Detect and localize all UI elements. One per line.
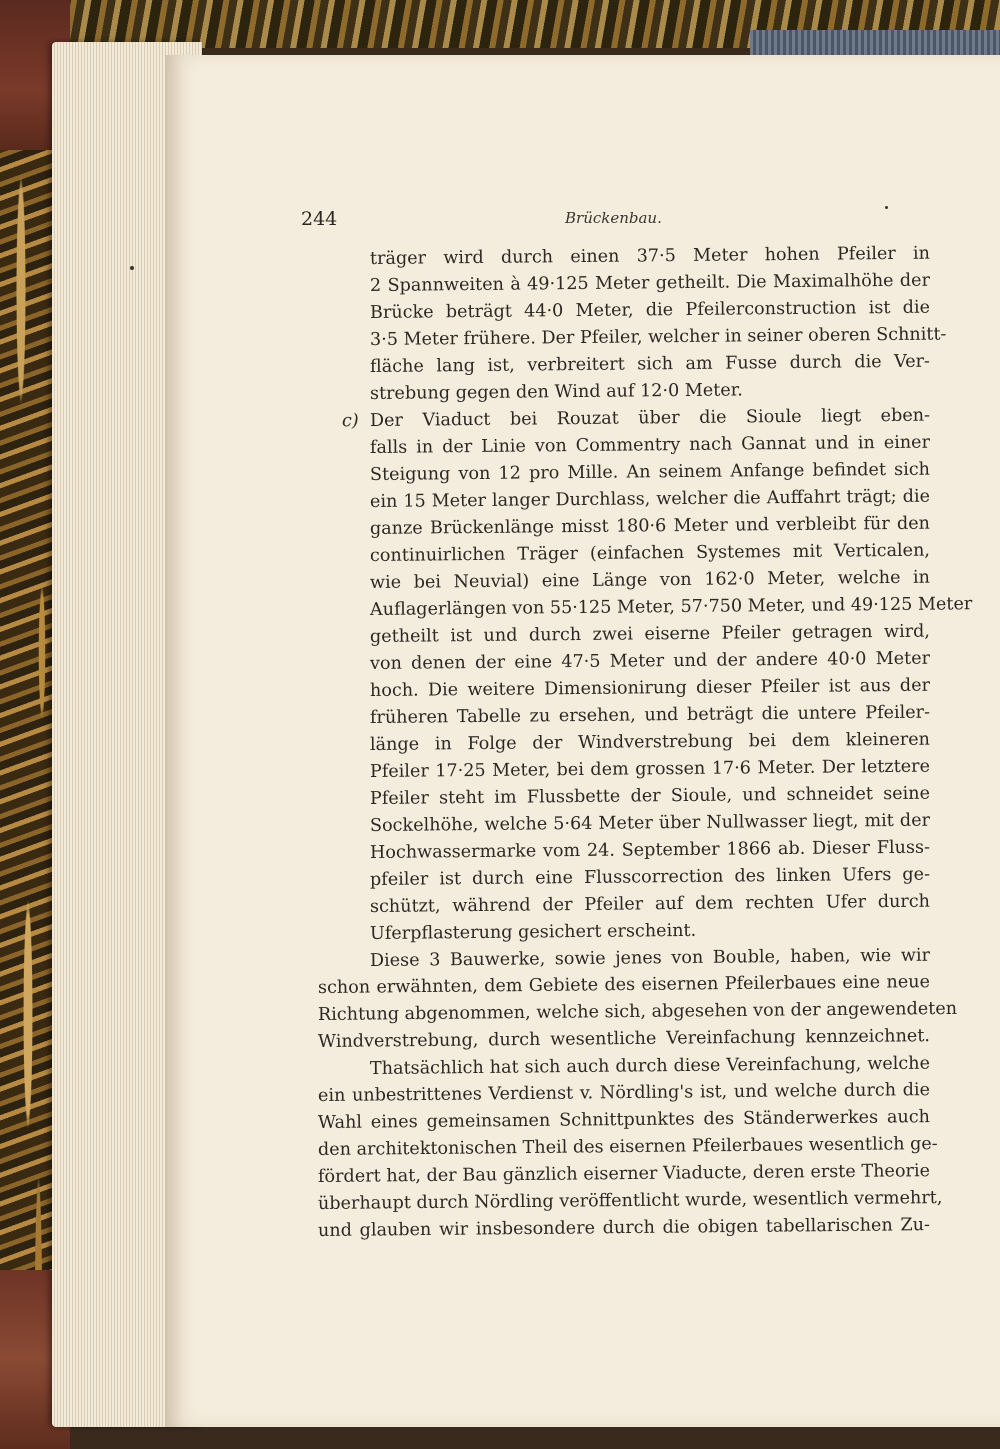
text-line: ganze Brückenlänge misst 180·6 Meter und verbleibt für den (369, 513, 931, 539)
text-line: von denen der eine 47·5 Meter und der andere 40·0 Meter (369, 648, 931, 674)
text-line: getheilt ist und durch zwei eiserne Pfeiler getragen wird, (369, 621, 931, 647)
text-line: länge in Folge der Windverstrebung bei dem kleineren (369, 729, 931, 755)
text-line: falls in der Linie von Commentry nach Gannat und in einer (369, 432, 931, 458)
text-line: Richtung abgenommen, welche sich, abgesehen von der angewendeten (317, 998, 958, 1025)
text-line: schützt, während der Pfeiler auf dem rechten Ufer durch (369, 891, 931, 917)
text-line: strebung gegen den Wind auf 12·0 Meter. (369, 380, 743, 404)
text-line: fördert hat, der Bau gänzlich eiserner Viaducte, deren erste Theorie (317, 1161, 931, 1187)
text-line: Thatsächlich hat sich auch durch diese Vereinfachung, welche (369, 1053, 931, 1079)
body-text (317, 243, 973, 1245)
text-line: 2 Spannweiten à 49·125 Meter getheilt. Die Maximalhöhe der (369, 270, 931, 296)
text-line: Steigung von 12 pro Mille. An seinem Anfange befindet sich (369, 459, 931, 485)
text-line: den architektonischen Theil des eisernen Pfeilerbaues wesentlich ge- (317, 1134, 938, 1160)
text-line: hoch. Die weitere Dimensionirung dieser Pfeiler ist aus der (369, 675, 931, 701)
text-line: überhaupt durch Nördling veröffentlicht wurde, wesentlich vermehrt, (317, 1188, 943, 1214)
enum-label: c) (341, 411, 359, 432)
text-line: Windverstrebung, durch wesentliche Vereinfachung kennzeichnet. (317, 1026, 931, 1052)
text-line: früheren Tabelle zu ersehen, und beträgt die untere Pfeiler- (369, 702, 931, 728)
text-line: Diese 3 Bauwerke, sowie jenes von Bouble, haben, wie wir (369, 945, 931, 971)
text-line: wie bei Neuvial) eine Länge von 162·0 Meter, welche in (369, 567, 931, 593)
running-head: Brückenbau. (565, 209, 662, 227)
page-number: 244 (301, 208, 338, 230)
text-line: Sockelhöhe, welche 5·64 Meter über Nullwasser liegt, mit der (369, 810, 931, 836)
text-line: Uferpflasterung gesichert erscheint. (369, 920, 697, 944)
text-line: Brücke beträgt 44·0 Meter, die Pfeilerconstruction ist die (369, 297, 931, 323)
book-cloth-strip (750, 30, 1000, 55)
text-line: Pfeiler 17·25 Meter, bei dem grossen 17·6 Meter. Der letztere (369, 756, 931, 782)
page-speck (885, 206, 888, 209)
text-line: Hochwassermarke vom 24. September 1866 ab. Dieser Fluss- (369, 837, 931, 863)
text-line: 3·5 Meter frühere. Der Pfeiler, welcher in seiner oberen Schnitt- (369, 324, 947, 350)
text-line: Der Viaduct bei Rouzat über die Sioule liegt eben- (369, 405, 931, 431)
text-line: Pfeiler steht im Flussbette der Sioule, und schneidet seine (369, 783, 931, 809)
text-line: ein unbestrittenes Verdienst v. Nördling's ist, und welche durch die (317, 1080, 931, 1106)
margin-dot (130, 266, 134, 270)
text-line: schon erwähnten, dem Gebiete des eisernen Pfeilerbaues eine neue (317, 972, 931, 998)
text-line: träger wird durch einen 37·5 Meter hohen Pfeiler in (369, 243, 931, 269)
text-line: pfeiler ist durch eine Flusscorrection des linken Ufers ge- (369, 864, 931, 890)
text-line: Wahl eines gemeinsamen Schnittpunktes des Ständerwerkes auch (317, 1107, 931, 1133)
text-line: continuirlichen Träger (einfachen Systemes mit Verticalen, (369, 540, 931, 566)
text-line: Auflagerlängen von 55·125 Meter, 57·750 Meter, und 49·125 Meter (369, 594, 973, 620)
text-line: und glauben wir insbesondere durch die obigen tabellarischen Zu- (317, 1215, 931, 1241)
text-line: ein 15 Meter langer Durchlass, welcher die Auffahrt trägt; die (369, 486, 931, 512)
text-line: fläche lang ist, verbreitert sich am Fusse durch die Ver- (369, 351, 931, 377)
